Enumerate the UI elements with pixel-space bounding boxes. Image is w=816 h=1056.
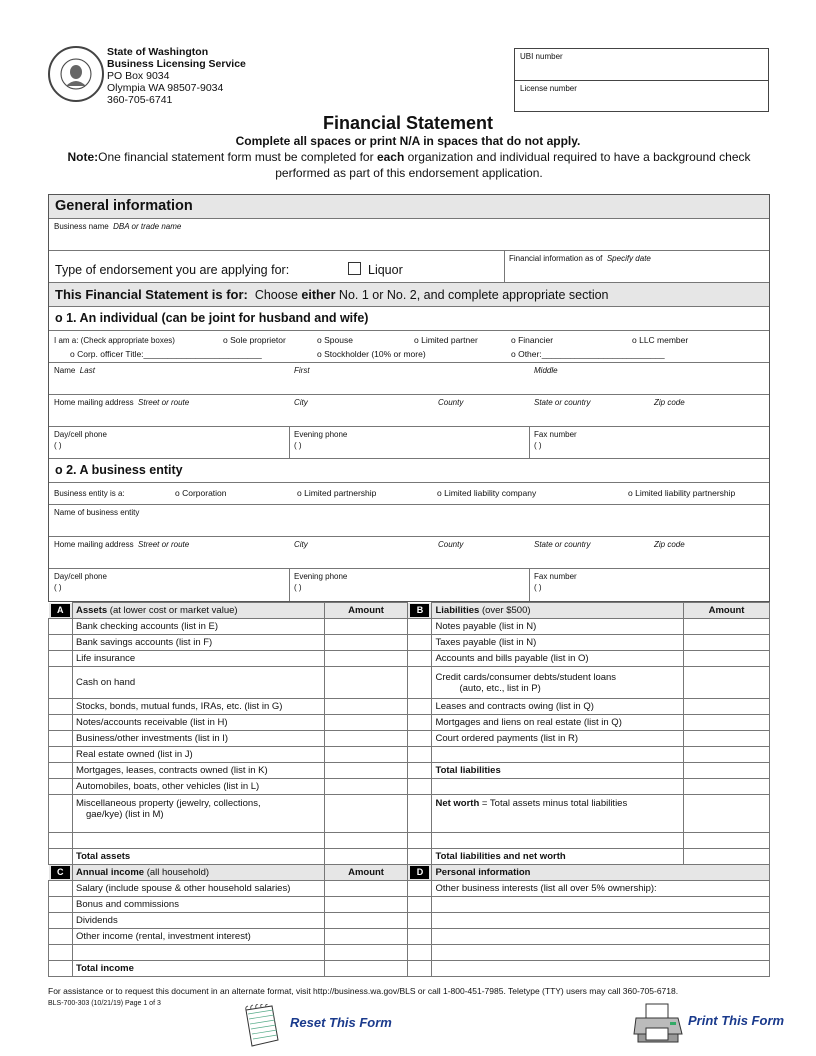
- asset-amount-input[interactable]: [324, 763, 408, 779]
- table-row: [49, 699, 770, 715]
- liability-label: Taxes payable (list in N): [432, 635, 684, 651]
- liquor-label: Liquor: [368, 263, 403, 277]
- entity-is-a-label: Business entity is a:: [54, 489, 125, 498]
- table-row: [49, 779, 770, 795]
- mail-label: Home mailing address: [54, 398, 134, 407]
- asset-amount-input[interactable]: [324, 635, 408, 651]
- option-financier[interactable]: o Financier: [511, 335, 554, 345]
- entity-address-row[interactable]: [49, 537, 769, 569]
- personal-input[interactable]: [432, 929, 770, 945]
- business-name-label: Business name: [54, 222, 109, 231]
- mail-zip: Zip code: [654, 398, 685, 407]
- table-row: [49, 929, 770, 945]
- net-worth-label: Net worth = Total assets minus total liabilities: [432, 795, 684, 833]
- asset-amount-input[interactable]: [324, 667, 408, 699]
- iam-label: I am a: (Check appropriate boxes): [54, 336, 175, 345]
- liability-label: Credit cards/consumer debts/student loans (auto, etc., list in P): [432, 667, 684, 699]
- assets-amount-header: Amount: [324, 603, 408, 619]
- table-row: [49, 913, 770, 929]
- asset-label: Real estate owned (list in J): [72, 747, 324, 763]
- income-amount-header: Amount: [324, 865, 408, 881]
- liabilities-title: Liabilities (over $500): [432, 603, 684, 619]
- page-subtitle: Complete all spaces or print N/A in spaces that do not apply.: [235, 134, 581, 148]
- print-label: Print This Form: [688, 1013, 785, 1028]
- individual-phone-row: [49, 427, 769, 459]
- agency-address: [107, 46, 246, 106]
- fin-info-hint: Specify date: [606, 254, 651, 263]
- net-worth-input[interactable]: [684, 795, 770, 833]
- liability-label: Accounts and bills payable (list in O): [432, 651, 684, 667]
- name-last: Last: [79, 366, 95, 375]
- agency-po-box: PO Box 9034: [107, 70, 170, 82]
- assets-title: Assets (at lower cost or market value): [72, 603, 324, 619]
- entity-day-phone-field[interactable]: [49, 569, 289, 601]
- income-amount-input[interactable]: [324, 881, 408, 897]
- personal-label: Other business interests (list all over 5% ownership):: [432, 881, 770, 897]
- assets-liabilities-header: [49, 603, 770, 619]
- table-row: [49, 795, 770, 833]
- personal-input[interactable]: [432, 897, 770, 913]
- note-text2: organization and individual required to have a background check performed as part of this endorsement application.: [275, 150, 751, 180]
- liquor-checkbox[interactable]: [348, 262, 361, 275]
- asset-amount-input[interactable]: [324, 779, 408, 795]
- option-stockholder[interactable]: o Stockholder (10% or more): [317, 349, 426, 359]
- fin-info-label: Financial information as of: [509, 254, 603, 263]
- total-assets-label: Total assets: [72, 849, 324, 865]
- option-other[interactable]: o Other:__________________________: [511, 349, 665, 359]
- name-middle: Middle: [534, 366, 558, 375]
- entity-phone-row: [49, 569, 769, 601]
- general-form: [48, 194, 770, 602]
- financial-date-field[interactable]: [504, 251, 769, 282]
- entity-evening-phone-field[interactable]: [289, 569, 529, 601]
- asset-label: Bank savings accounts (list in F): [72, 635, 324, 651]
- asset-label: Automobiles, boats, other vehicles (list in L): [72, 779, 324, 795]
- liability-label: Notes payable (list in N): [432, 619, 684, 635]
- asset-amount-input[interactable]: [324, 795, 408, 833]
- option-limited-partner[interactable]: o Limited partner: [414, 335, 478, 345]
- form-number: BLS-700-303 (10/21/19) Page 1 of 3: [48, 1000, 161, 1007]
- fax-label: Fax number: [534, 430, 577, 439]
- table-row: [49, 731, 770, 747]
- entity-mail-county: County: [438, 540, 464, 549]
- income-amount-input[interactable]: [324, 897, 408, 913]
- business-name-field[interactable]: [49, 219, 769, 251]
- individual-address-row[interactable]: [49, 395, 769, 427]
- asset-amount-input[interactable]: [324, 651, 408, 667]
- printer-icon: [632, 1000, 684, 1046]
- entity-day-phone-label: Day/cell phone: [54, 572, 107, 581]
- entity-evening-phone-paren: ( ): [294, 583, 302, 592]
- id-box: [514, 48, 769, 112]
- income-personal-header: [49, 865, 770, 881]
- individual-name-row[interactable]: [49, 363, 769, 395]
- option-corp-officer[interactable]: o Corp. officer Title:_________________________: [70, 349, 262, 359]
- total-assets-input[interactable]: [324, 849, 408, 865]
- reset-label: Reset This Form: [290, 1015, 392, 1030]
- agency-service: Business Licensing Service: [107, 58, 246, 70]
- option-llc-member[interactable]: o LLC member: [632, 335, 689, 345]
- option-corporation[interactable]: o Corporation: [175, 488, 227, 498]
- table-row: [49, 619, 770, 635]
- income-amount-input[interactable]: [324, 929, 408, 945]
- asset-label: Mortgages, leases, contracts owned (list in K): [72, 763, 324, 779]
- business-name-hint: DBA or trade name: [113, 222, 182, 231]
- note-prefix: Note:: [67, 150, 99, 164]
- total-liab-net-worth-input[interactable]: [684, 849, 770, 865]
- liability-amount-input[interactable]: [684, 635, 770, 651]
- endorsement-row: [49, 251, 769, 283]
- statement-for-row: [49, 283, 769, 307]
- statement-for-t2: No. 1 or No. 2, and complete appropriate section: [335, 288, 609, 302]
- ubi-number-field[interactable]: UBI number: [515, 49, 768, 81]
- table-row: [49, 667, 770, 699]
- asset-amount-input[interactable]: [324, 715, 408, 731]
- day-phone-paren: ( ): [54, 441, 62, 450]
- entity-name-field[interactable]: [49, 505, 769, 537]
- agency-city: Olympia WA 98507-9034: [107, 82, 224, 94]
- statement-for-t1: Choose: [254, 288, 302, 302]
- evening-phone-label: Evening phone: [294, 430, 348, 439]
- agency-phone: 360-705-6741: [107, 94, 173, 106]
- individual-section-title[interactable]: o 1. An individual (can be joint for husband and wife): [49, 307, 769, 331]
- liabilities-amount-header: Amount: [684, 603, 770, 619]
- income-label: Bonus and commissions: [72, 897, 324, 913]
- mail-state: State or country: [534, 398, 591, 407]
- endorsement-label: Type of endorsement you are applying for:: [55, 263, 290, 277]
- financial-table: [48, 602, 770, 977]
- entity-type-row: [49, 483, 769, 505]
- option-llc[interactable]: o Limited liability company: [437, 488, 537, 498]
- liability-amount-input[interactable]: [684, 715, 770, 731]
- table-row: [49, 961, 770, 977]
- option-sole-proprietor[interactable]: o Sole proprietor: [223, 335, 286, 345]
- table-row: [49, 945, 770, 961]
- entity-section-title[interactable]: o 2. A business entity: [49, 459, 769, 483]
- agency-name: State of Washington: [107, 46, 209, 58]
- badge-a: A: [49, 603, 73, 619]
- personal-title: Personal information: [432, 865, 770, 881]
- notepad-icon: [242, 1004, 282, 1048]
- income-label: Other income (rental, investment interest): [72, 929, 324, 945]
- option-spouse[interactable]: o Spouse: [317, 335, 353, 345]
- asset-label: Life insurance: [72, 651, 324, 667]
- income-amount-input[interactable]: [324, 913, 408, 929]
- entity-mail-label: Home mailing address: [54, 540, 134, 549]
- income-title: Annual income (all household): [72, 865, 324, 881]
- liability-amount-input[interactable]: [684, 651, 770, 667]
- badge-b: B: [408, 603, 432, 619]
- total-liabilities-input[interactable]: [684, 763, 770, 779]
- table-row: [49, 651, 770, 667]
- name-label: Name: [54, 366, 76, 375]
- badge-c: C: [49, 865, 73, 881]
- income-label: Dividends: [72, 913, 324, 929]
- assistance-text: For assistance or to request this document in an alternate format, visit http://business.wa.gov/BLS or call 1-800-451-7985. Teletype (TTY) users may call 360-705-6718.: [48, 986, 679, 996]
- note: [48, 149, 770, 181]
- mail-county: County: [438, 398, 464, 407]
- option-llp[interactable]: o Limited liability partnership: [628, 488, 736, 498]
- entity-evening-phone-label: Evening phone: [294, 572, 348, 581]
- mail-street: Street or route: [138, 398, 190, 407]
- day-phone-field[interactable]: [49, 427, 289, 458]
- table-row: [49, 715, 770, 731]
- personal-input[interactable]: [432, 913, 770, 929]
- entity-mail-state: State or country: [534, 540, 591, 549]
- print-form-button[interactable]: [632, 1000, 792, 1046]
- asset-label: Miscellaneous property (jewelry, collections, gae/kye) (list in M): [72, 795, 324, 833]
- asset-amount-input[interactable]: [324, 699, 408, 715]
- state-seal-icon: [48, 46, 104, 102]
- badge-d: D: [408, 865, 432, 881]
- personal-input[interactable]: [432, 945, 770, 961]
- total-liabilities-label: Total liabilities: [432, 763, 684, 779]
- reset-form-button[interactable]: [242, 1004, 402, 1048]
- entity-mail-city: City: [294, 540, 308, 549]
- entity-fax-label: Fax number: [534, 572, 577, 581]
- total-income-input[interactable]: [324, 961, 408, 977]
- table-row: [49, 747, 770, 763]
- liability-amount-input[interactable]: [684, 619, 770, 635]
- evening-phone-paren: ( ): [294, 441, 302, 450]
- fax-field[interactable]: [529, 427, 769, 458]
- table-row: [49, 849, 770, 865]
- personal-input[interactable]: [432, 961, 770, 977]
- general-info-header: General information: [49, 195, 769, 219]
- entity-mail-zip: Zip code: [654, 540, 685, 549]
- individual-type-row: [49, 331, 769, 363]
- entity-name-label: Name of business entity: [54, 508, 140, 517]
- asset-label: Stocks, bonds, mutual funds, IRAs, etc. (list in G): [72, 699, 324, 715]
- table-row: [49, 635, 770, 651]
- entity-day-phone-paren: ( ): [54, 583, 62, 592]
- entity-mail-street: Street or route: [138, 540, 190, 549]
- note-text1: One financial statement form must be completed for: [98, 150, 377, 164]
- statement-for-bold: This Financial Statement is for:: [55, 287, 248, 302]
- liability-label: Mortgages and liens on real estate (list in Q): [432, 715, 684, 731]
- page-title: Financial Statement: [322, 113, 494, 133]
- entity-fax-paren: ( ): [534, 583, 542, 592]
- income-label: Salary (include spouse & other household salaries): [72, 881, 324, 897]
- total-liab-net-worth-label: Total liabilities and net worth: [432, 849, 684, 865]
- asset-amount-input[interactable]: [324, 747, 408, 763]
- statement-for-either: either: [301, 288, 336, 302]
- evening-phone-field[interactable]: [289, 427, 529, 458]
- table-row: [49, 763, 770, 779]
- asset-label: Notes/accounts receivable (list in H): [72, 715, 324, 731]
- liability-label: Leases and contracts owing (list in Q): [432, 699, 684, 715]
- liability-amount-input[interactable]: [684, 731, 770, 747]
- liability-amount-input[interactable]: [684, 699, 770, 715]
- table-row: [49, 897, 770, 913]
- mail-city: City: [294, 398, 308, 407]
- fax-paren: ( ): [534, 441, 542, 450]
- asset-label: Cash on hand: [72, 667, 324, 699]
- liability-amount-input[interactable]: [684, 667, 770, 699]
- table-row: [49, 881, 770, 897]
- option-limited-partnership[interactable]: o Limited partnership: [297, 488, 377, 498]
- note-bold: each: [376, 150, 405, 164]
- entity-fax-field[interactable]: [529, 569, 769, 601]
- liability-label: Court ordered payments (list in R): [432, 731, 684, 747]
- table-row: [49, 833, 770, 849]
- total-income-label: Total income: [72, 961, 324, 977]
- asset-amount-input[interactable]: [324, 731, 408, 747]
- day-phone-label: Day/cell phone: [54, 430, 107, 439]
- license-number-field[interactable]: License number: [520, 84, 577, 93]
- asset-label: Business/other investments (list in I): [72, 731, 324, 747]
- asset-label: Bank checking accounts (list in E): [72, 619, 324, 635]
- asset-amount-input[interactable]: [324, 619, 408, 635]
- name-first: First: [294, 366, 310, 375]
